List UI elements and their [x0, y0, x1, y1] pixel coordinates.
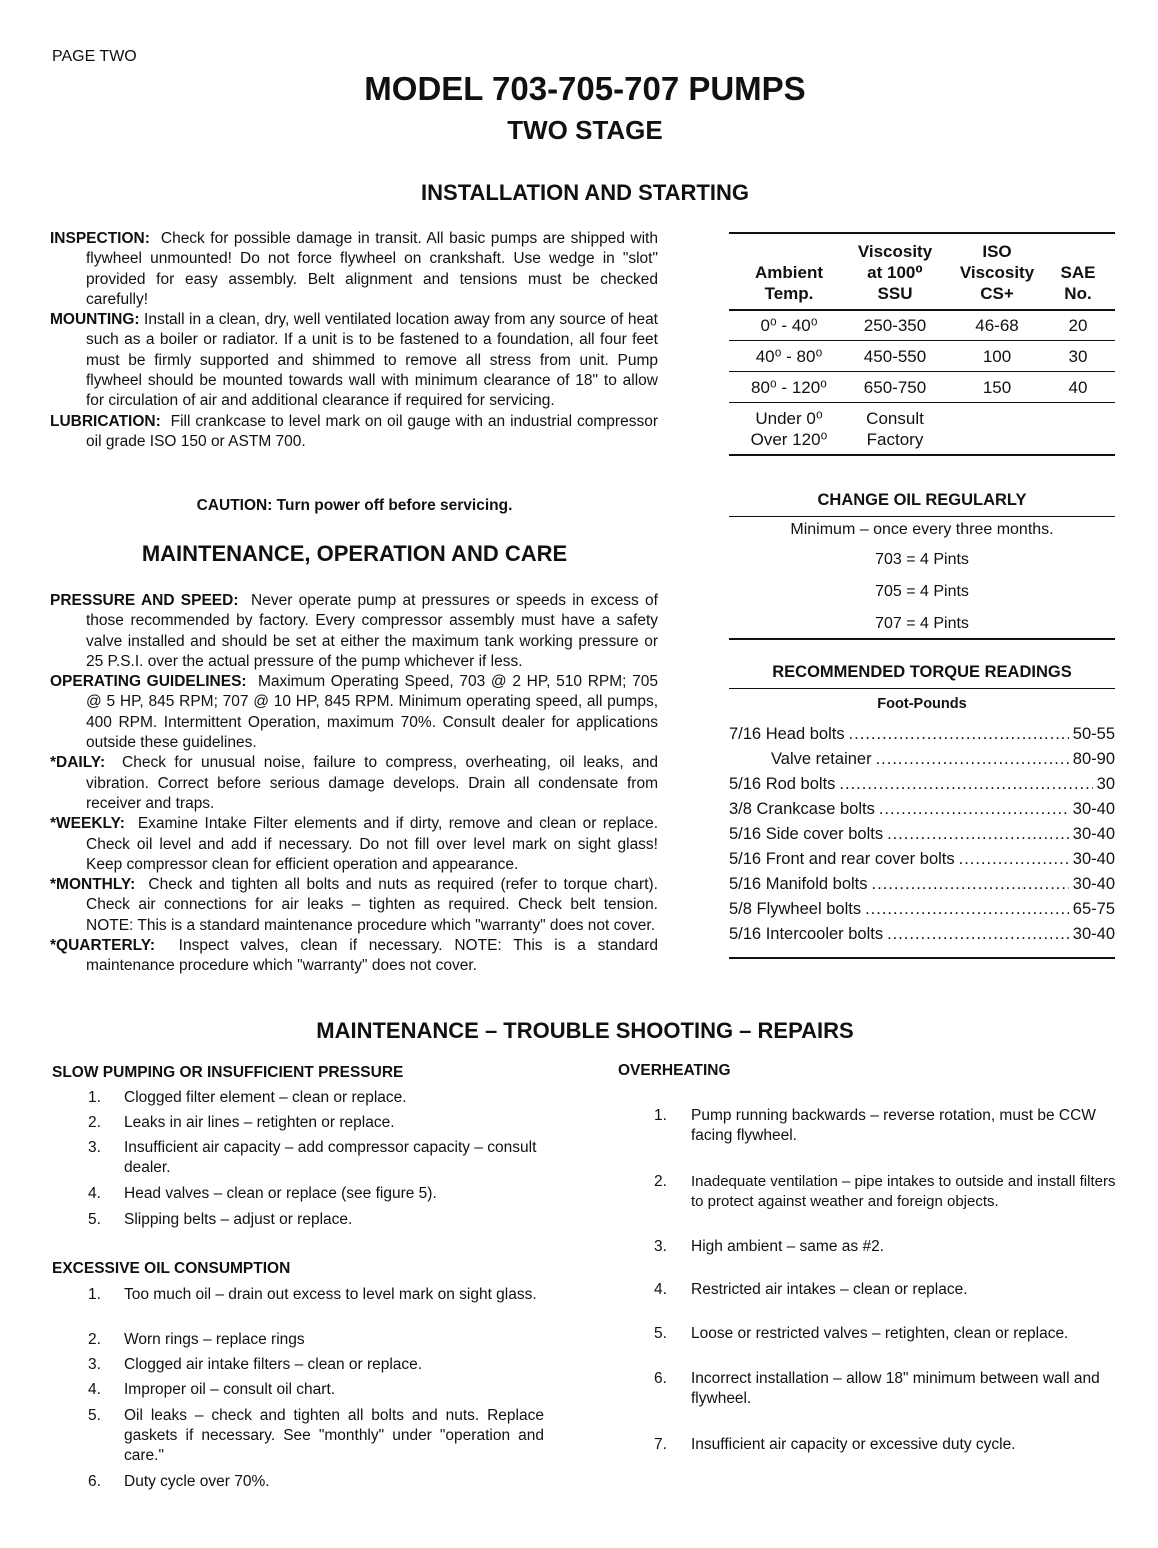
- torque-row: [729, 850, 1115, 869]
- dot-leader: [872, 875, 1069, 894]
- dot-leader: [887, 925, 1069, 944]
- list-text: Slipping belts – adjust or replace.: [124, 1211, 353, 1228]
- table-cell: 450-550: [863, 347, 927, 366]
- list-text: Improper oil – consult oil chart.: [124, 1381, 336, 1398]
- table-cell: 30: [1068, 347, 1088, 366]
- list-text: Clogged filter element – clean or replace.: [124, 1089, 407, 1106]
- table-cell-temp-extremes: [737, 408, 841, 450]
- list-text: Clogged air intake filters – clean or replace.: [124, 1356, 423, 1373]
- torque-bottom-rule: [729, 957, 1115, 959]
- table-row-rule: [729, 402, 1115, 403]
- header-iso: [950, 241, 1044, 304]
- lubrication-label: LUBRICATION:: [50, 412, 161, 430]
- torque-label: 5/16 Front and rear cover bolts: [729, 850, 955, 868]
- header-ambient-line1: Ambient: [755, 263, 823, 282]
- maintenance-text: [50, 591, 658, 977]
- table-cell: 80⁰ - 120⁰: [750, 378, 827, 397]
- list-text: Duty cycle over 70%.: [124, 1473, 270, 1490]
- oil-consumption-title: EXCESSIVE OIL CONSUMPTION: [52, 1260, 291, 1277]
- table-cell-consult: [848, 408, 942, 450]
- torque-row: [729, 750, 1115, 769]
- daily-text: Check for unusual noise, failure to compress, overheating, oil leaks, and vibration. Correct before serious damage develops. Drain all condensate from receiver and traps.: [86, 754, 658, 812]
- list-text: High ambient – same as #2.: [691, 1238, 884, 1255]
- installation-heading: INSTALLATION AND STARTING: [421, 180, 749, 205]
- list-number: 6.: [88, 1473, 101, 1490]
- torque-row: [729, 925, 1115, 944]
- weekly-label: *WEEKLY:: [50, 815, 125, 833]
- list-number: 2.: [88, 1331, 101, 1348]
- inspection-label: INSPECTION:: [50, 230, 150, 247]
- table-top-rule: [729, 232, 1115, 234]
- list-number: 4.: [88, 1381, 101, 1398]
- table-cell: Over 120⁰: [750, 430, 828, 449]
- torque-value: 30-40: [1072, 925, 1115, 943]
- list-text: Too much oil – drain out excess to level mark on sight glass.: [124, 1286, 537, 1303]
- list-text: Oil leaks – check and tighten all bolts and nuts. Replace gaskets if necessary. See "monthly" under "operation and care.": [124, 1407, 544, 1464]
- page-label: PAGE TWO: [52, 48, 137, 65]
- torque-row: [729, 800, 1115, 819]
- list-number: 3.: [88, 1139, 101, 1156]
- guidelines-paragraph: [50, 672, 658, 753]
- table-row-rule: [729, 371, 1115, 372]
- dot-leader: [865, 900, 1069, 919]
- header-ambient: [737, 262, 841, 304]
- torque-unit: Foot-Pounds: [877, 696, 967, 712]
- torque-rule: [729, 688, 1115, 689]
- installation-text: [50, 229, 658, 452]
- monthly-paragraph: [50, 875, 658, 936]
- header-sae-line2: No.: [1064, 284, 1092, 303]
- torque-label: 5/8 Flywheel bolts: [729, 900, 862, 918]
- header-iso-line1: ISO: [982, 242, 1012, 261]
- list-number: 1.: [88, 1089, 101, 1106]
- quarterly-paragraph: [50, 936, 658, 977]
- table-cell: 46-68: [975, 316, 1019, 335]
- list-number: 4.: [654, 1281, 667, 1298]
- dot-leader: [879, 800, 1069, 819]
- page-title: MODEL 703-705-707 PUMPS: [364, 70, 806, 107]
- dot-leader: [839, 775, 1092, 794]
- torque-row: [729, 725, 1115, 744]
- table-cell: 40⁰ - 80⁰: [755, 347, 823, 366]
- inspection-paragraph: [50, 229, 658, 310]
- table-cell: Consult: [866, 409, 924, 428]
- caution-note: CAUTION: Turn power off before servicing.: [196, 497, 513, 514]
- table-header-rule: [729, 309, 1115, 311]
- list-number: 5.: [88, 1211, 101, 1228]
- list-number: 1.: [654, 1107, 667, 1124]
- header-ambient-line2: Temp.: [764, 284, 814, 303]
- list-number: 2.: [654, 1173, 667, 1190]
- torque-value: 30-40: [1072, 850, 1115, 868]
- torque-label: 5/16 Manifold bolts: [729, 875, 868, 893]
- torque-value: 65-75: [1072, 900, 1115, 918]
- pressure-text: Never operate pump at pressures or speeds in excess of those recommended by factory. Every compressor assembly must have a safety valve installed and should be set at either the maximum tank working pressure or 25 P.S.I. over the actual pressure of the pump whichever if less.: [86, 592, 658, 670]
- torque-title: RECOMMENDED TORQUE READINGS: [772, 663, 1072, 681]
- oil-capacity-703: 703 = 4 Pints: [875, 551, 969, 568]
- list-number: 7.: [654, 1436, 667, 1453]
- torque-value: 30: [1096, 775, 1115, 793]
- pressure-paragraph: [50, 591, 658, 672]
- torque-label: 5/16 Side cover bolts: [729, 825, 884, 843]
- header-viscosity-line2: at 100⁰: [867, 263, 923, 282]
- list-number: 4.: [88, 1185, 101, 1202]
- torque-value: 50-55: [1072, 725, 1115, 743]
- overheating-title: OVERHEATING: [618, 1062, 731, 1079]
- list-number: 6.: [654, 1370, 667, 1387]
- table-bottom-rule: [729, 454, 1115, 456]
- list-number: 1.: [88, 1286, 101, 1303]
- list-number: 3.: [654, 1238, 667, 1255]
- table-cell: 20: [1068, 316, 1088, 335]
- torque-label: 7/16 Head bolts: [729, 725, 845, 743]
- dot-leader: [887, 825, 1069, 844]
- table-cell: 0⁰ - 40⁰: [760, 316, 818, 335]
- list-text: Loose or restricted valves – retighten, clean or replace.: [691, 1325, 1069, 1342]
- dot-leader: [876, 750, 1069, 769]
- weekly-text: Examine Intake Filter elements and if dirty, remove and clean or replace. Check oil level and add if necessary. Do not fill over level mark on sight glass! Keep compressor clean for efficient operation and appearance.: [86, 815, 658, 873]
- inspection-text: Check for possible damage in transit. All basic pumps are shipped with flywheel unmounted! Do not force flywheel on crankshaft. Use wedge in "slot" provided for easy assembly. Belt alignment and tensions must be checked carefully!: [86, 230, 658, 308]
- list-text: Head valves – clean or replace (see figure 5).: [124, 1185, 437, 1202]
- table-cell: Factory: [866, 430, 924, 449]
- table-cell: 250-350: [863, 316, 927, 335]
- header-sae: [1050, 262, 1106, 304]
- header-iso-line3: CS+: [980, 284, 1014, 303]
- list-number: 5.: [654, 1325, 667, 1342]
- dot-leader: [959, 850, 1069, 869]
- quarterly-text: Inspect valves, clean if necessary. NOTE: This is a standard maintenance procedure which "warranty" does not cover.: [86, 937, 658, 975]
- lubrication-paragraph: [50, 412, 658, 453]
- slow-pumping-title: SLOW PUMPING OR INSUFFICIENT PRESSURE: [52, 1064, 404, 1081]
- table-cell: Under 0⁰: [755, 409, 823, 428]
- table-row-rule: [729, 340, 1115, 341]
- monthly-text: Check and tighten all bolts and nuts as required (refer to torque chart). Check air connections for air leaks – tighten as required. Check belt tension. NOTE: This is a standard maintenance procedure which "warranty" does not cover.: [86, 876, 658, 934]
- quarterly-label: *QUARTERLY:: [50, 937, 156, 955]
- table-cell: 40: [1068, 378, 1088, 397]
- torque-row: [729, 875, 1115, 894]
- torque-label: 3/8 Crankcase bolts: [729, 800, 875, 818]
- dot-leader: [849, 725, 1069, 744]
- table-cell: 100: [982, 347, 1012, 366]
- oil-capacity-707: 707 = 4 Pints: [875, 615, 969, 632]
- table-cell: 650-750: [863, 378, 927, 397]
- header-viscosity-line1: Viscosity: [857, 242, 933, 261]
- torque-label: 5/16 Rod bolts: [729, 775, 836, 793]
- header-viscosity-line3: SSU: [877, 284, 913, 303]
- mounting-paragraph: [50, 310, 658, 411]
- torque-value: 30-40: [1072, 800, 1115, 818]
- list-text: Inadequate ventilation – pipe intakes to outside and install filters to protect against weather and foreign objects.: [691, 1173, 1116, 1210]
- daily-label: *DAILY:: [50, 754, 106, 772]
- torque-row: [729, 900, 1115, 919]
- list-text: Worn rings – replace rings: [124, 1331, 305, 1348]
- list-text: Pump running backwards – reverse rotation, must be CCW facing flywheel.: [691, 1107, 1096, 1144]
- list-text: Incorrect installation – allow 18" minimum between wall and flywheel.: [691, 1370, 1100, 1407]
- weekly-paragraph: [50, 814, 658, 875]
- list-number: 3.: [88, 1356, 101, 1373]
- mounting-label: MOUNTING:: [50, 311, 140, 329]
- torque-label: 5/16 Intercooler bolts: [729, 925, 884, 943]
- list-text: Leaks in air lines – retighten or replace.: [124, 1114, 395, 1131]
- torque-value: 30-40: [1072, 875, 1115, 893]
- maintenance-heading: MAINTENANCE, OPERATION AND CARE: [141, 541, 568, 566]
- monthly-label: *MONTHLY:: [50, 876, 136, 894]
- torque-value: 30-40: [1072, 825, 1115, 843]
- torque-row: [729, 825, 1115, 844]
- guidelines-text: Maximum Operating Speed, 703 @ 2 HP, 510 RPM; 705 @ 5 HP, 845 RPM; 707 @ 10 HP, 845 RPM. Minimum operating speed, all pumps, 400 RPM. Intermittent Operation, maximum 70%. Consult dealer for applications outside these guidelines.: [86, 673, 658, 752]
- change-oil-bottom-rule: [729, 638, 1115, 640]
- header-sae-line1: SAE: [1060, 263, 1096, 282]
- page-subtitle: TWO STAGE: [507, 115, 663, 145]
- header-iso-line2: Viscosity: [959, 263, 1035, 282]
- list-number: 5.: [88, 1407, 101, 1424]
- list-number: 2.: [88, 1114, 101, 1131]
- change-oil-title: CHANGE OIL REGULARLY: [817, 491, 1027, 509]
- mounting-text: Install in a clean, dry, well ventilated location away from any source of heat such as a boiler or radiator. If a unit is to be fastened to a foundation, all four feet must be firmly supported and shimmed to remove all stress from unit. Pump flywheel should be mounted towards wall with minimum clearance of 18" to allow for circulation of air and additional clearance if required for servicing.: [86, 311, 658, 410]
- oil-capacity-705: 705 = 4 Pints: [875, 583, 969, 600]
- header-viscosity: [848, 241, 942, 304]
- torque-row: [729, 775, 1115, 794]
- list-text: Restricted air intakes – clean or replace.: [691, 1281, 968, 1298]
- daily-paragraph: [50, 753, 658, 814]
- table-cell: 150: [982, 378, 1012, 397]
- torque-value: 80-90: [1072, 750, 1115, 768]
- torque-label: Valve retainer: [771, 750, 872, 768]
- lubrication-text: Fill crankcase to level mark on oil gauge with an industrial compressor oil grade ISO 150 or ASTM 700.: [86, 412, 658, 450]
- change-oil-rule: [729, 516, 1115, 517]
- list-text: Insufficient air capacity – add compressor capacity – consult dealer.: [124, 1139, 537, 1176]
- troubleshooting-heading: MAINTENANCE – TROUBLE SHOOTING – REPAIRS: [316, 1018, 854, 1043]
- pressure-label: PRESSURE AND SPEED:: [50, 592, 239, 609]
- list-text: Insufficient air capacity or excessive duty cycle.: [691, 1436, 1016, 1453]
- guidelines-label: OPERATING GUIDELINES:: [50, 673, 247, 691]
- change-oil-minimum: Minimum – once every three months.: [790, 521, 1054, 538]
